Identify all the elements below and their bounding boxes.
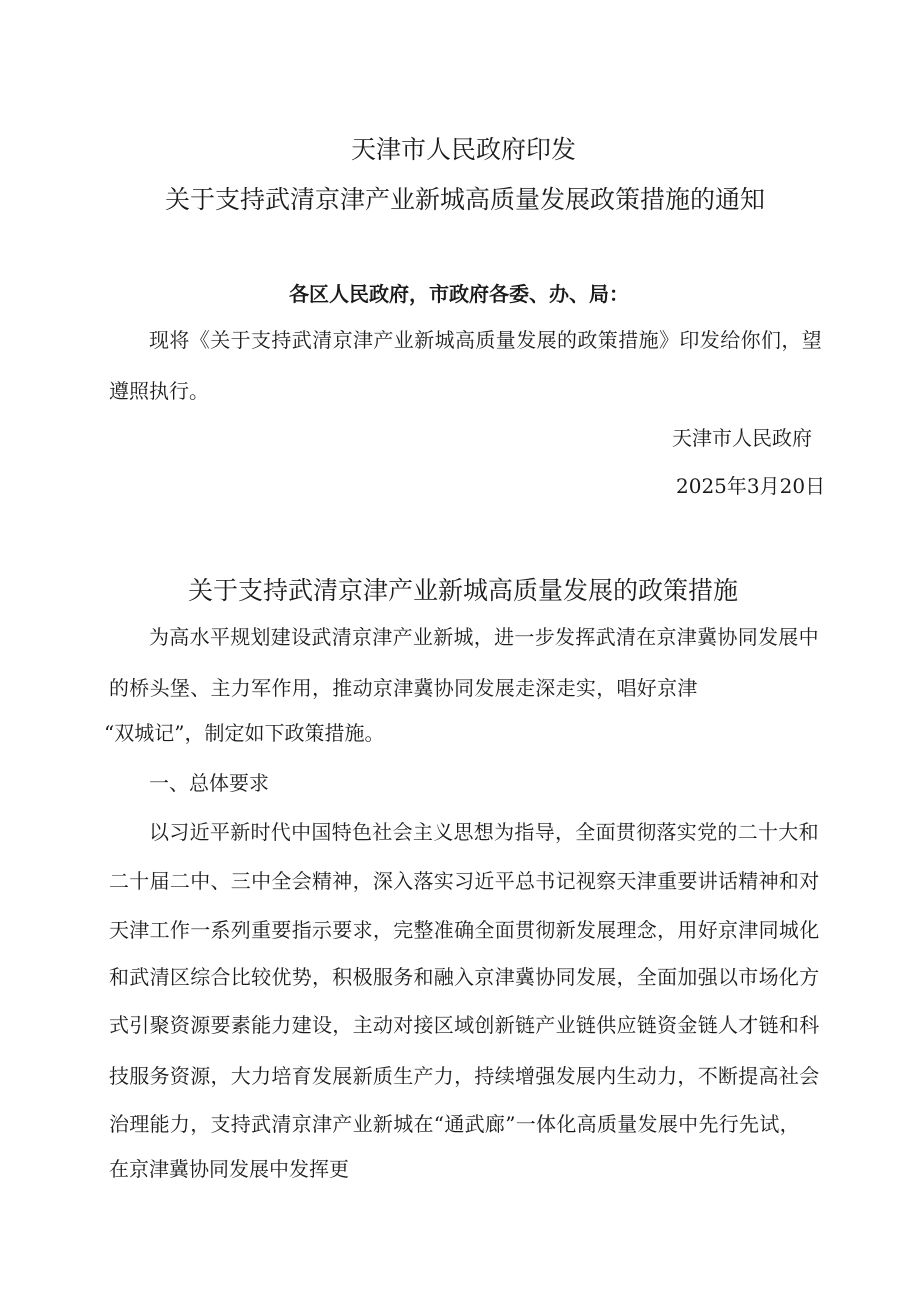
section1-paragraph-line: 式引聚资源要素能力建设，主动对接区域创新链产业链供应链资金链人才链和科 bbox=[109, 1013, 820, 1037]
notice-body-line1: 现将《关于支持武清京津产业新城高质量发展的政策措施》印发给你们，望 bbox=[149, 328, 823, 352]
section1-paragraph-line: 以习近平新时代中国特色社会主义思想为指导，全面贯彻落实党的二十大和 bbox=[149, 820, 819, 844]
notice-body-line2: 遵照执行。 bbox=[109, 379, 209, 403]
notice-date: 2025年3月20日 bbox=[676, 474, 826, 498]
section1-heading: 一、总体要求 bbox=[149, 771, 269, 795]
section1-paragraph-line: 二十届二中、三中全会精神，深入落实习近平总书记视察天津重要讲话精神和对 bbox=[109, 869, 820, 893]
section1-paragraph-line: 治理能力，支持武清京津产业新城在“通武廊”一体化高质量发展中先行先试， bbox=[109, 1112, 800, 1136]
policy-title: 关于支持武清京津产业新城高质量发展的政策措施 bbox=[188, 576, 739, 605]
policy-intro-line: “双城记”，制定如下政策措施。 bbox=[104, 721, 385, 745]
notice-title-line2: 关于支持武清京津产业新城高质量发展政策措施的通知 bbox=[165, 185, 766, 214]
section1-paragraph-line: 在京津冀协同发展中发挥更 bbox=[109, 1157, 349, 1181]
policy-intro-line: 为高水平规划建设武清京津产业新城，进一步发挥武清在京津冀协同发展中 bbox=[149, 625, 819, 649]
section1-paragraph-line: 和武清区综合比较优势，积极服务和融入京津冀协同发展，全面加强以市场化方 bbox=[109, 965, 820, 989]
policy-intro-line: 的桥头堡、主力军作用，推动京津冀协同发展走深走实，唱好京津 bbox=[109, 676, 698, 700]
notice-signature: 天津市人民政府 bbox=[672, 426, 812, 450]
section1-paragraph-line: 技服务资源，大力培育发展新质生产力，持续增强发展内生动力，不断提高社会 bbox=[109, 1064, 820, 1088]
section1-paragraph-line: 天津工作一系列重要指示要求，完整准确全面贯彻新发展理念，用好京津同城化 bbox=[109, 918, 820, 942]
notice-addressee: 各区人民政府，市政府各委、办、局： bbox=[289, 282, 629, 306]
notice-title-line1: 天津市人民政府印发 bbox=[351, 135, 577, 164]
